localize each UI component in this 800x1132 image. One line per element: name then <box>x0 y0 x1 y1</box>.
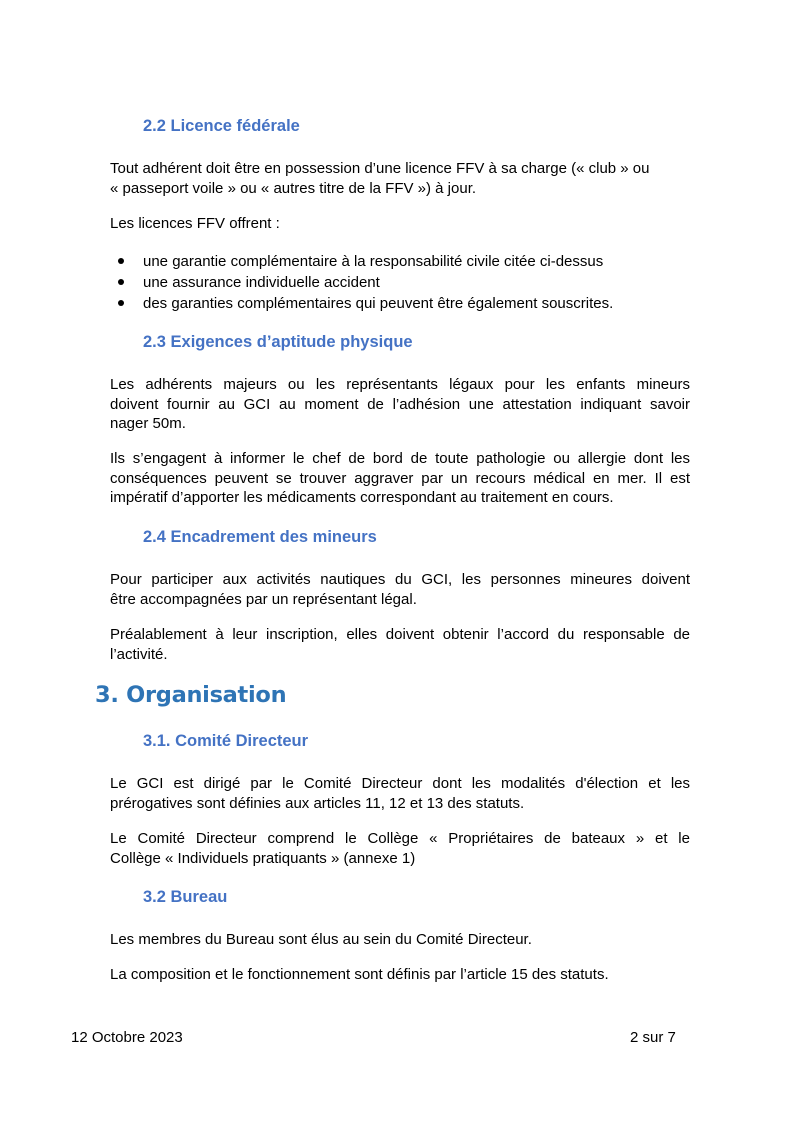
paragraph-line: Collège « Individuels pratiquants » (annexe 1) <box>110 849 416 867</box>
heading-3-organisation: 3. Organisation <box>95 682 287 708</box>
footer-date: 12 Octobre 2023 <box>71 1029 183 1046</box>
footer-page-number: 2 sur 7 <box>630 1029 676 1046</box>
paragraph-line: être accompagnées par un représentant légal. <box>110 590 417 608</box>
paragraph-line: Le Comité Directeur comprend le Collège « Propriétaires de bateaux » et le <box>110 830 690 847</box>
paragraph-line: nager 50m. <box>110 415 186 432</box>
paragraph-licenses-offer: Les licences FFV offrent : <box>110 215 280 232</box>
paragraph-bureau-composition: La composition et le fonctionnement sont définis par l’article 15 des statuts. <box>110 966 609 983</box>
paragraph-minors-agreement <box>110 625 690 664</box>
list-item <box>110 251 690 272</box>
paragraph-line: impératif d’apporter les médicaments correspondant au traitement en cours. <box>110 489 614 506</box>
paragraph-license-requirement <box>110 159 690 198</box>
list-item-text: des garanties complémentaires qui peuvent être également souscrites. <box>143 295 614 312</box>
bullet-icon <box>118 258 124 264</box>
paragraph-line: doivent fournir au GCI au moment de l’adhésion une attestation indiquant savoir <box>110 395 690 413</box>
list-item <box>110 293 690 314</box>
paragraph-medical-info <box>110 449 690 508</box>
heading-2-3: 2.3 Exigences d’aptitude physique <box>143 333 413 351</box>
paragraph-line: Les adhérents majeurs ou les représentants légaux pour les enfants mineurs <box>110 376 690 393</box>
list-item-text: une assurance individuelle accident <box>143 274 380 291</box>
paragraph-committee-direction <box>110 774 690 813</box>
paragraph-line: prérogatives sont définies aux articles 11, 12 et 13 des statuts. <box>110 794 525 812</box>
paragraph-swim-certificate <box>110 375 690 434</box>
license-benefits-list <box>110 251 690 314</box>
paragraph-committee-colleges <box>110 829 690 868</box>
heading-2-2: 2.2 Licence fédérale <box>143 117 300 135</box>
paragraph-minors-accompanied <box>110 570 690 609</box>
paragraph-line: Ils s’engagent à informer le chef de bord de toute pathologie ou allergie dont les <box>110 450 690 467</box>
bullet-icon <box>118 279 124 285</box>
paragraph-bureau-members: Les membres du Bureau sont élus au sein du Comité Directeur. <box>110 931 532 948</box>
paragraph-line: Tout adhérent doit être en possession d’une licence FFV à sa charge (« club » ou <box>110 160 650 177</box>
heading-3-1: 3.1. Comité Directeur <box>143 732 309 750</box>
paragraph-line: Pour participer aux activités nautiques du GCI, les personnes mineures doivent <box>110 571 690 588</box>
list-item-text: une garantie complémentaire à la responsabilité civile citée ci-dessus <box>143 253 604 270</box>
list-item <box>110 272 690 293</box>
paragraph-line: Préalablement à leur inscription, elles doivent obtenir l’accord du responsable de <box>110 626 690 643</box>
paragraph-line: conséquences peuvent se trouver aggraver par un recours médical en mer. Il est <box>110 469 690 487</box>
heading-2-4: 2.4 Encadrement des mineurs <box>143 528 377 546</box>
bullet-icon <box>118 300 124 306</box>
paragraph-line: « passeport voile » ou « autres titre de la FFV ») à jour. <box>110 179 477 197</box>
paragraph-line: l’activité. <box>110 645 168 663</box>
paragraph-line: Le GCI est dirigé par le Comité Directeur dont les modalités d'élection et les <box>110 775 690 792</box>
heading-3-2: 3.2 Bureau <box>143 888 228 906</box>
